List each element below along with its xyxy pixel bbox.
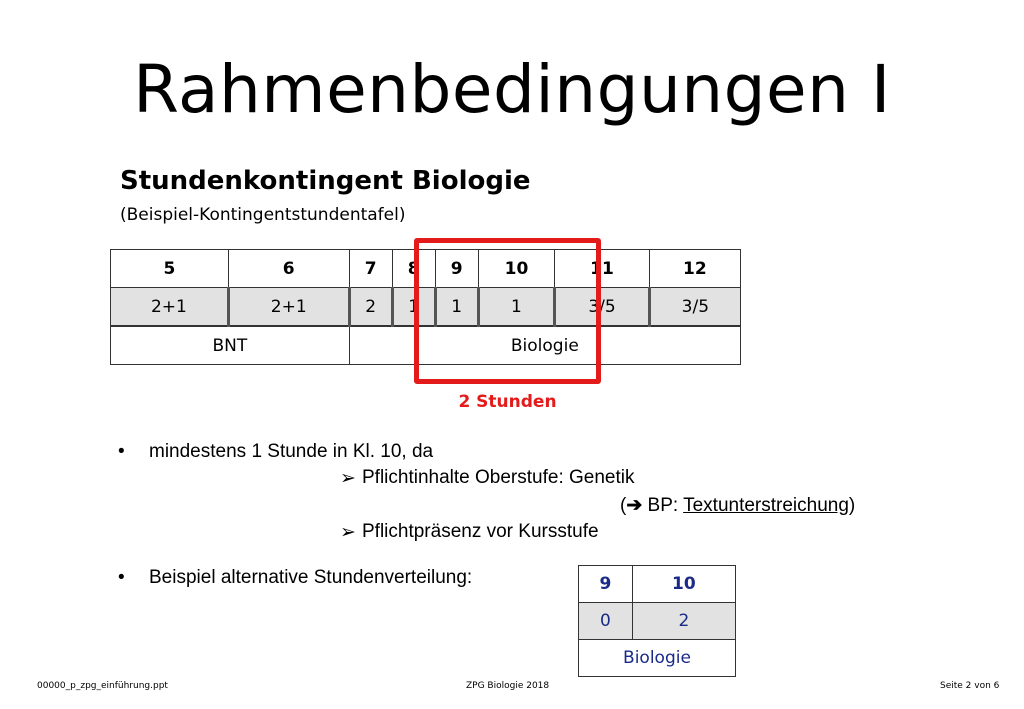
note-line (620, 494, 855, 517)
highlight-box (414, 238, 601, 384)
hours-cell: 2+1 (111, 288, 229, 327)
sub-bullet-text: Pflichtinhalte Oberstufe: Genetik (362, 467, 635, 488)
grade-cell: 9 (435, 250, 478, 288)
bullet-text: Beispiel alternative Stundenverteilung: (149, 567, 473, 588)
highlight-label: 2 Stunden (458, 392, 557, 412)
subject-cell-biologie: Biologie (349, 326, 740, 365)
sub-bullet-arrow-icon: ➢ (340, 522, 356, 543)
note-close: ) (848, 495, 856, 516)
bullet-dot: • (118, 441, 125, 462)
grade-cell: 11 (555, 250, 649, 288)
alt-grade-row (579, 566, 736, 603)
footer-filename: 00000_p_zpg_einführung.ppt (37, 681, 168, 691)
alt-subject-cell: Biologie (579, 640, 736, 677)
note-underlined: Textunterstreichung (683, 495, 849, 516)
subject-cell-bnt: BNT (111, 326, 350, 365)
hours-cell: 1 (478, 288, 555, 327)
hours-cell: 3/5 (649, 288, 740, 327)
bullet-text: mindestens 1 Stunde in Kl. 10, da (149, 441, 434, 462)
grade-cell: 7 (349, 250, 392, 288)
grade-cell: 12 (649, 250, 740, 288)
grade-cell: 5 (111, 250, 229, 288)
footer-page: Seite 2 von 6 (940, 681, 1000, 691)
alt-grade-cell: 10 (632, 566, 735, 603)
hours-cell: 2 (349, 288, 392, 327)
alternative-table (578, 565, 736, 677)
hours-cell: 1 (435, 288, 478, 327)
sub-bullet-arrow-icon: ➢ (340, 468, 356, 489)
alt-hours-cell: 2 (632, 603, 735, 640)
right-arrow-icon: ➔ (626, 495, 643, 516)
sub-bullet-text: Pflichtpräsenz vor Kursstufe (362, 521, 599, 542)
alt-hours-row (579, 603, 736, 640)
grade-cell: 8 (392, 250, 435, 288)
section-subnote: (Beispiel-Kontingentstundentafel) (120, 205, 406, 225)
bullet-dot: • (118, 567, 125, 588)
note-open: ( (620, 495, 627, 516)
slide-title: Rahmenbedingungen I (133, 51, 891, 128)
alt-grade-cell: 9 (579, 566, 633, 603)
alt-hours-cell: 0 (579, 603, 633, 640)
alt-subject-row (579, 640, 736, 677)
hours-cell: 1 (392, 288, 435, 327)
footer-center: ZPG Biologie 2018 (466, 681, 550, 691)
hours-cell: 3/5 (555, 288, 649, 327)
hours-cell: 2+1 (228, 288, 349, 327)
grade-cell: 10 (478, 250, 555, 288)
section-heading: Stundenkontingent Biologie (120, 166, 531, 196)
grade-cell: 6 (228, 250, 349, 288)
note-prefix: BP: (642, 495, 684, 516)
